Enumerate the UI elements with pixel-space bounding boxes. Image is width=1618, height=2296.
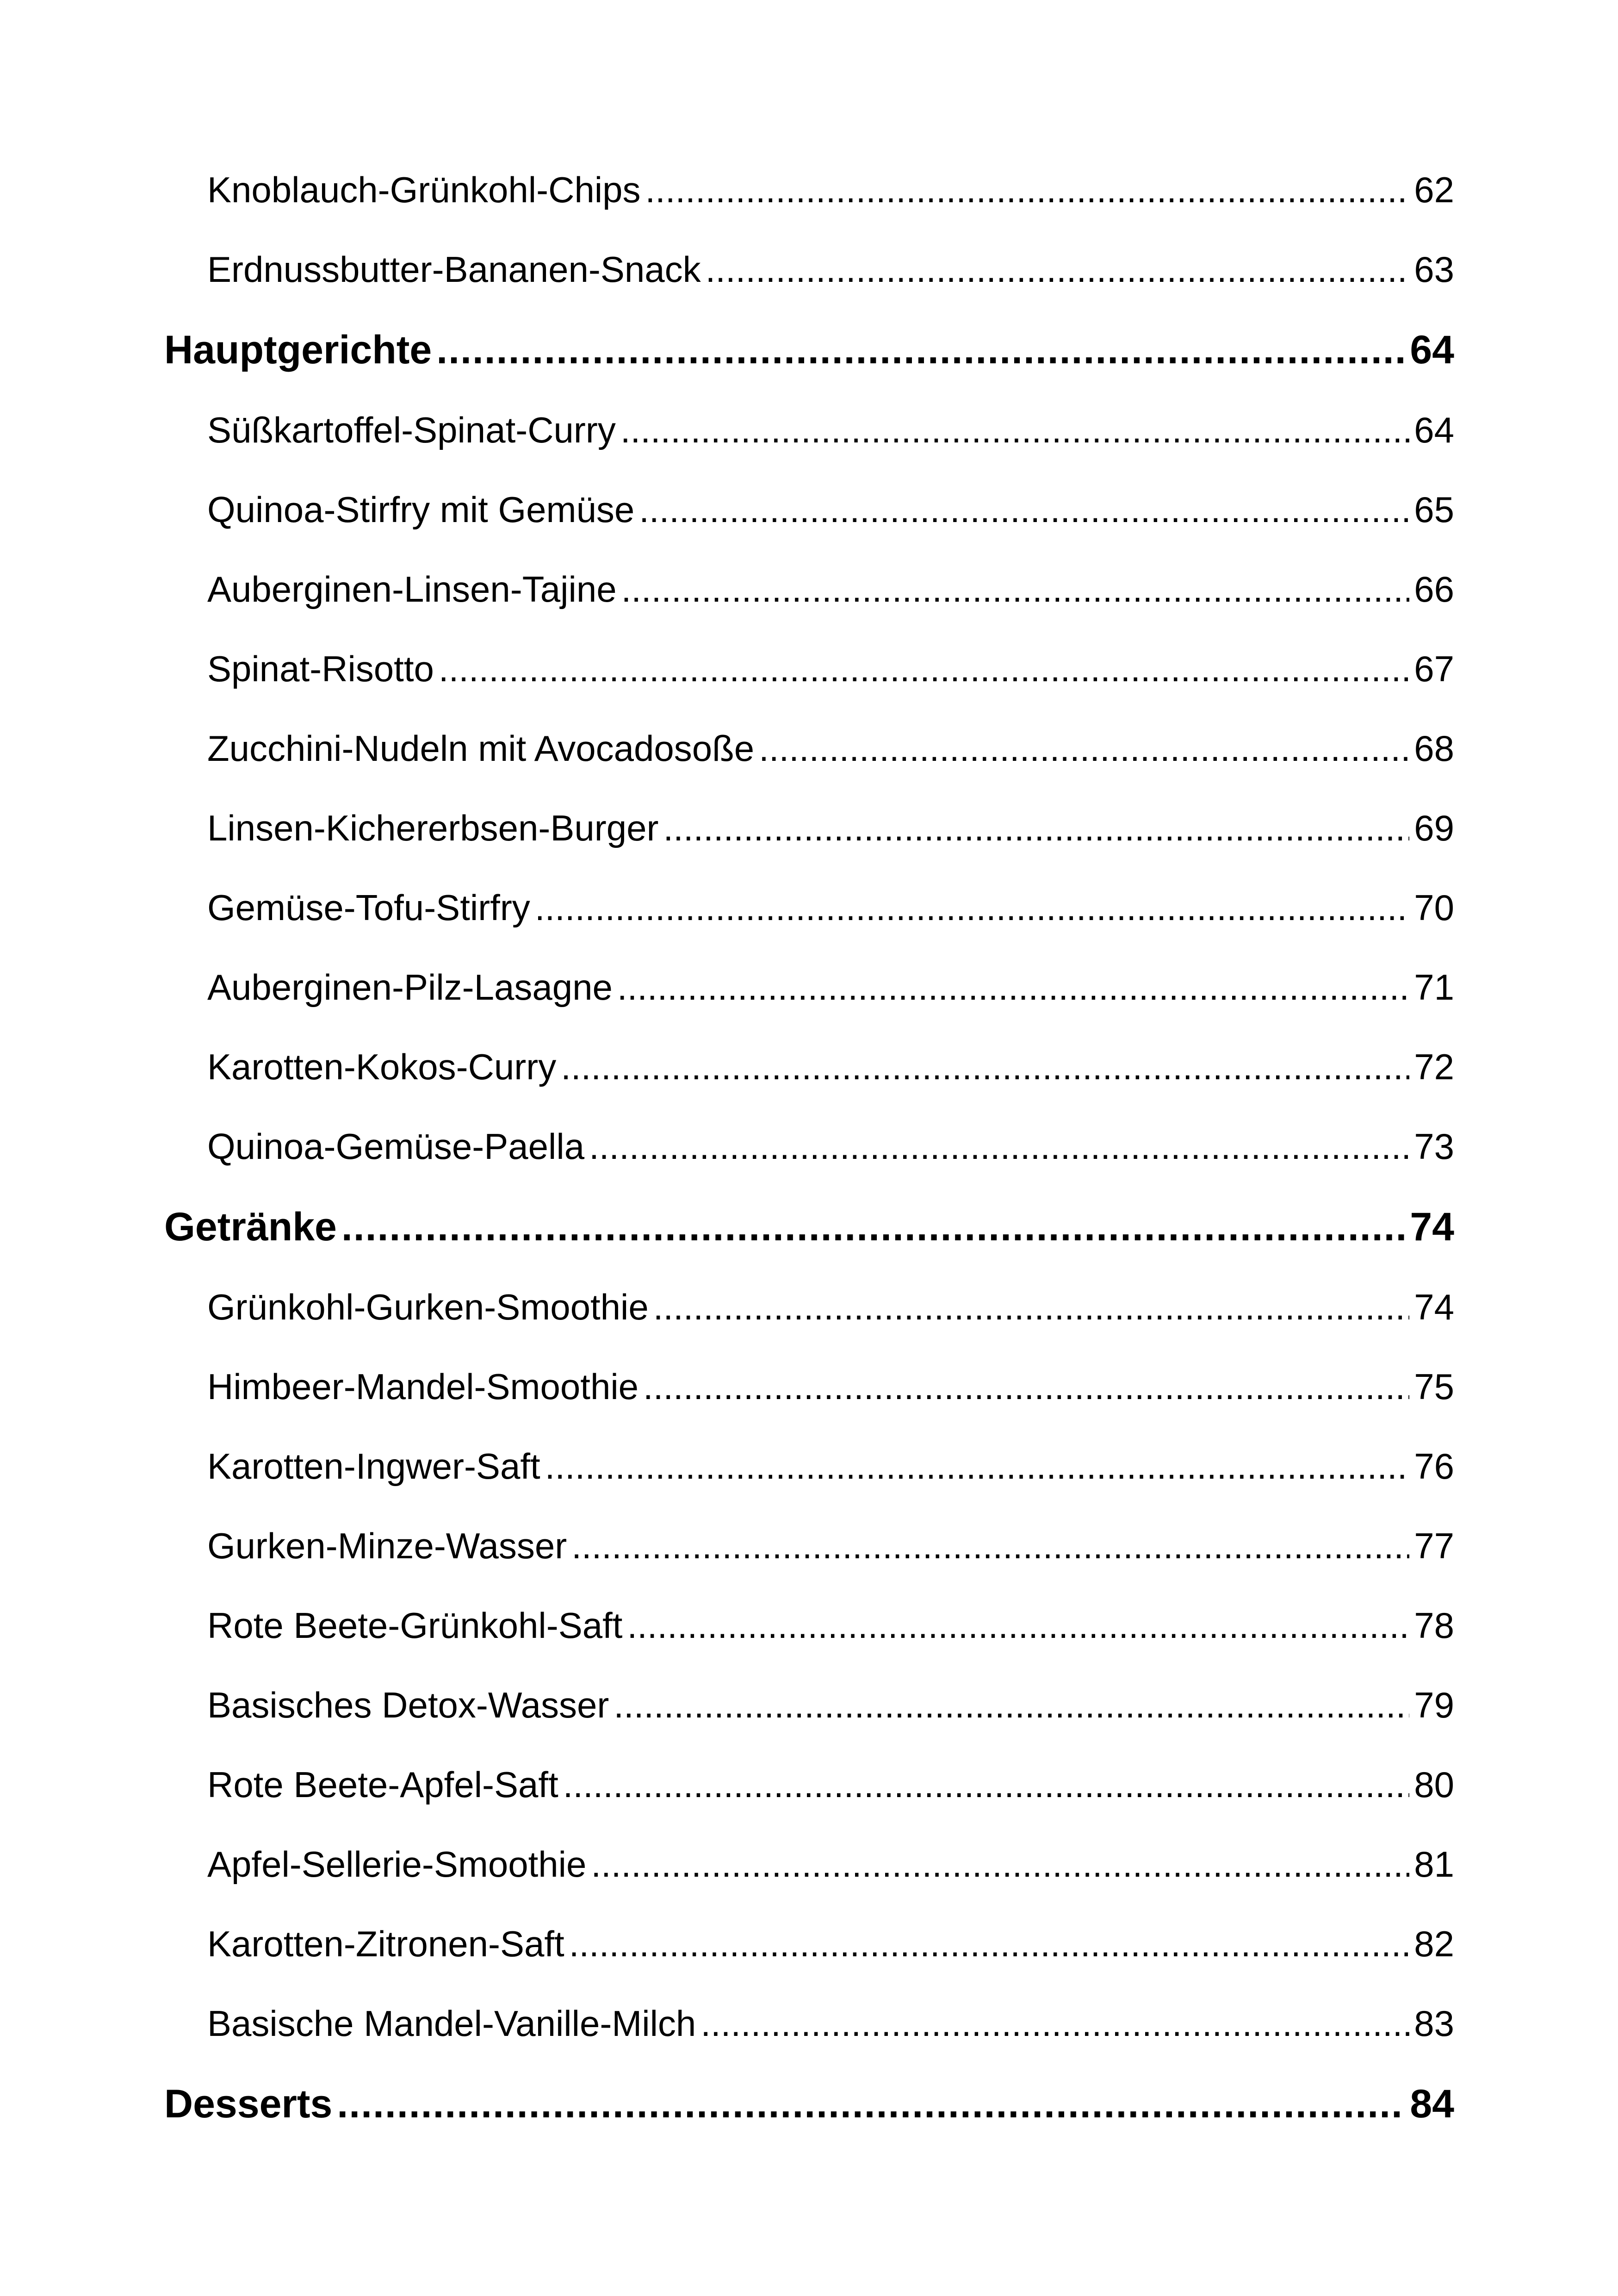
toc-entry-title: Knoblauch-Grünkohl-Chips	[207, 169, 641, 210]
toc-entry[interactable]	[207, 807, 1454, 849]
dot-leader	[643, 1366, 1409, 1408]
dot-leader	[614, 1684, 1409, 1726]
toc-entry-title: Linsen-Kichererbsen-Burger	[207, 808, 659, 848]
toc-entry[interactable]	[207, 1923, 1454, 1965]
toc-entry-title: Süßkartoffel-Spinat-Curry	[207, 410, 616, 450]
toc-page-number: 64	[1414, 410, 1454, 450]
toc-entry-title: Auberginen-Pilz-Lasagne	[207, 967, 613, 1008]
toc-page-number: 66	[1414, 569, 1454, 610]
dot-leader	[436, 327, 1405, 373]
toc-entry-title: Apfel-Sellerie-Smoothie	[207, 1844, 587, 1885]
toc-entry[interactable]	[207, 1605, 1454, 1647]
toc-entry[interactable]	[207, 1764, 1454, 1806]
dot-leader	[591, 1843, 1409, 1885]
dot-leader	[653, 1286, 1409, 1328]
toc-page-number: 79	[1414, 1685, 1454, 1725]
toc-entry-title: Erdnussbutter-Bananen-Snack	[207, 249, 701, 290]
toc-entry[interactable]	[207, 169, 1454, 211]
dot-leader	[561, 1046, 1409, 1088]
toc-page-number: 78	[1414, 1605, 1454, 1646]
toc-entry-title: Himbeer-Mandel-Smoothie	[207, 1366, 639, 1407]
toc-section-title: Desserts	[164, 2082, 333, 2126]
toc-page-number: 65	[1414, 489, 1454, 530]
toc-entry[interactable]	[207, 1366, 1454, 1408]
toc-entry[interactable]	[207, 1525, 1454, 1567]
toc-entry[interactable]	[207, 1286, 1454, 1328]
dot-leader	[621, 568, 1410, 610]
toc-entry[interactable]	[207, 887, 1454, 929]
dot-leader	[571, 1525, 1409, 1567]
toc-page-number: 77	[1414, 1525, 1454, 1566]
toc-page-number: 67	[1414, 648, 1454, 689]
dot-leader	[545, 1445, 1410, 1487]
toc-page-number: 84	[1410, 2082, 1454, 2126]
toc-entry[interactable]	[207, 409, 1454, 451]
toc-entry-title: Quinoa-Gemüse-Paella	[207, 1126, 585, 1167]
toc-section-title: Hauptgerichte	[164, 328, 432, 372]
dot-leader	[535, 887, 1409, 929]
dot-leader	[701, 2003, 1409, 2045]
toc-page-number: 72	[1414, 1046, 1454, 1087]
toc-entry-title: Gemüse-Tofu-Stirfry	[207, 887, 530, 928]
toc-page-number: 63	[1414, 249, 1454, 290]
dot-leader	[589, 1126, 1409, 1168]
dot-leader	[617, 966, 1409, 1008]
toc-entry[interactable]	[207, 1843, 1454, 1885]
toc-page-number: 81	[1414, 1844, 1454, 1885]
toc-entry[interactable]	[207, 648, 1454, 690]
dot-leader	[341, 1204, 1405, 1250]
toc-section-title: Getränke	[164, 1205, 337, 1249]
toc-page-number: 75	[1414, 1366, 1454, 1407]
toc-page-number: 69	[1414, 808, 1454, 848]
toc-entry-title: Zucchini-Nudeln mit Avocadosoße	[207, 728, 755, 769]
dot-leader	[439, 648, 1409, 690]
toc-entry-title: Karotten-Kokos-Curry	[207, 1046, 557, 1087]
toc-page-number: 71	[1414, 967, 1454, 1008]
dot-leader	[645, 169, 1410, 211]
toc-page-number: 64	[1410, 328, 1454, 372]
toc-page-number: 74	[1410, 1205, 1454, 1249]
dot-leader	[706, 249, 1410, 291]
dot-leader	[337, 2081, 1405, 2127]
toc-entry-title: Rote Beete-Grünkohl-Saft	[207, 1605, 623, 1646]
toc-section-heading[interactable]	[164, 327, 1454, 373]
toc-entry[interactable]	[207, 1445, 1454, 1487]
toc-entry[interactable]	[207, 1684, 1454, 1726]
toc-entry[interactable]	[207, 249, 1454, 291]
toc-entry-title: Karotten-Ingwer-Saft	[207, 1446, 540, 1487]
toc-page-number: 73	[1414, 1126, 1454, 1167]
toc-entry-title: Spinat-Risotto	[207, 648, 434, 689]
toc-section-heading[interactable]	[164, 2081, 1454, 2127]
toc-entry-title: Karotten-Zitronen-Saft	[207, 1923, 564, 1964]
toc-entry[interactable]	[207, 1046, 1454, 1088]
toc-page-number: 83	[1414, 2003, 1454, 2044]
dot-leader	[759, 728, 1409, 770]
toc-page-number: 76	[1414, 1446, 1454, 1487]
toc-page-number: 70	[1414, 887, 1454, 928]
toc-page-number: 62	[1414, 169, 1454, 210]
dot-leader	[620, 409, 1409, 451]
toc-page-number: 74	[1414, 1287, 1454, 1327]
dot-leader	[639, 489, 1409, 531]
toc-entry[interactable]	[207, 1126, 1454, 1168]
toc-section-heading[interactable]	[164, 1204, 1454, 1250]
dot-leader	[569, 1923, 1410, 1965]
toc-entry[interactable]	[207, 568, 1454, 610]
dot-leader	[663, 807, 1410, 849]
toc-entry[interactable]	[207, 489, 1454, 531]
toc-page-number: 82	[1414, 1923, 1454, 1964]
dot-leader	[627, 1605, 1409, 1647]
toc-entry-title: Basisches Detox-Wasser	[207, 1685, 609, 1725]
toc-entry[interactable]	[207, 966, 1454, 1008]
toc-entry[interactable]	[207, 2003, 1454, 2045]
toc-entry[interactable]	[207, 728, 1454, 770]
toc-entry-title: Basische Mandel-Vanille-Milch	[207, 2003, 696, 2044]
toc-entry-title: Auberginen-Linsen-Tajine	[207, 569, 617, 610]
toc-page-number: 68	[1414, 728, 1454, 769]
toc-entry-title: Gurken-Minze-Wasser	[207, 1525, 567, 1566]
toc-entry-title: Quinoa-Stirfry mit Gemüse	[207, 489, 635, 530]
toc-page-number: 80	[1414, 1764, 1454, 1805]
toc-entry-title: Grünkohl-Gurken-Smoothie	[207, 1287, 649, 1327]
toc-entry-title: Rote Beete-Apfel-Saft	[207, 1764, 558, 1805]
dot-leader	[563, 1764, 1409, 1806]
